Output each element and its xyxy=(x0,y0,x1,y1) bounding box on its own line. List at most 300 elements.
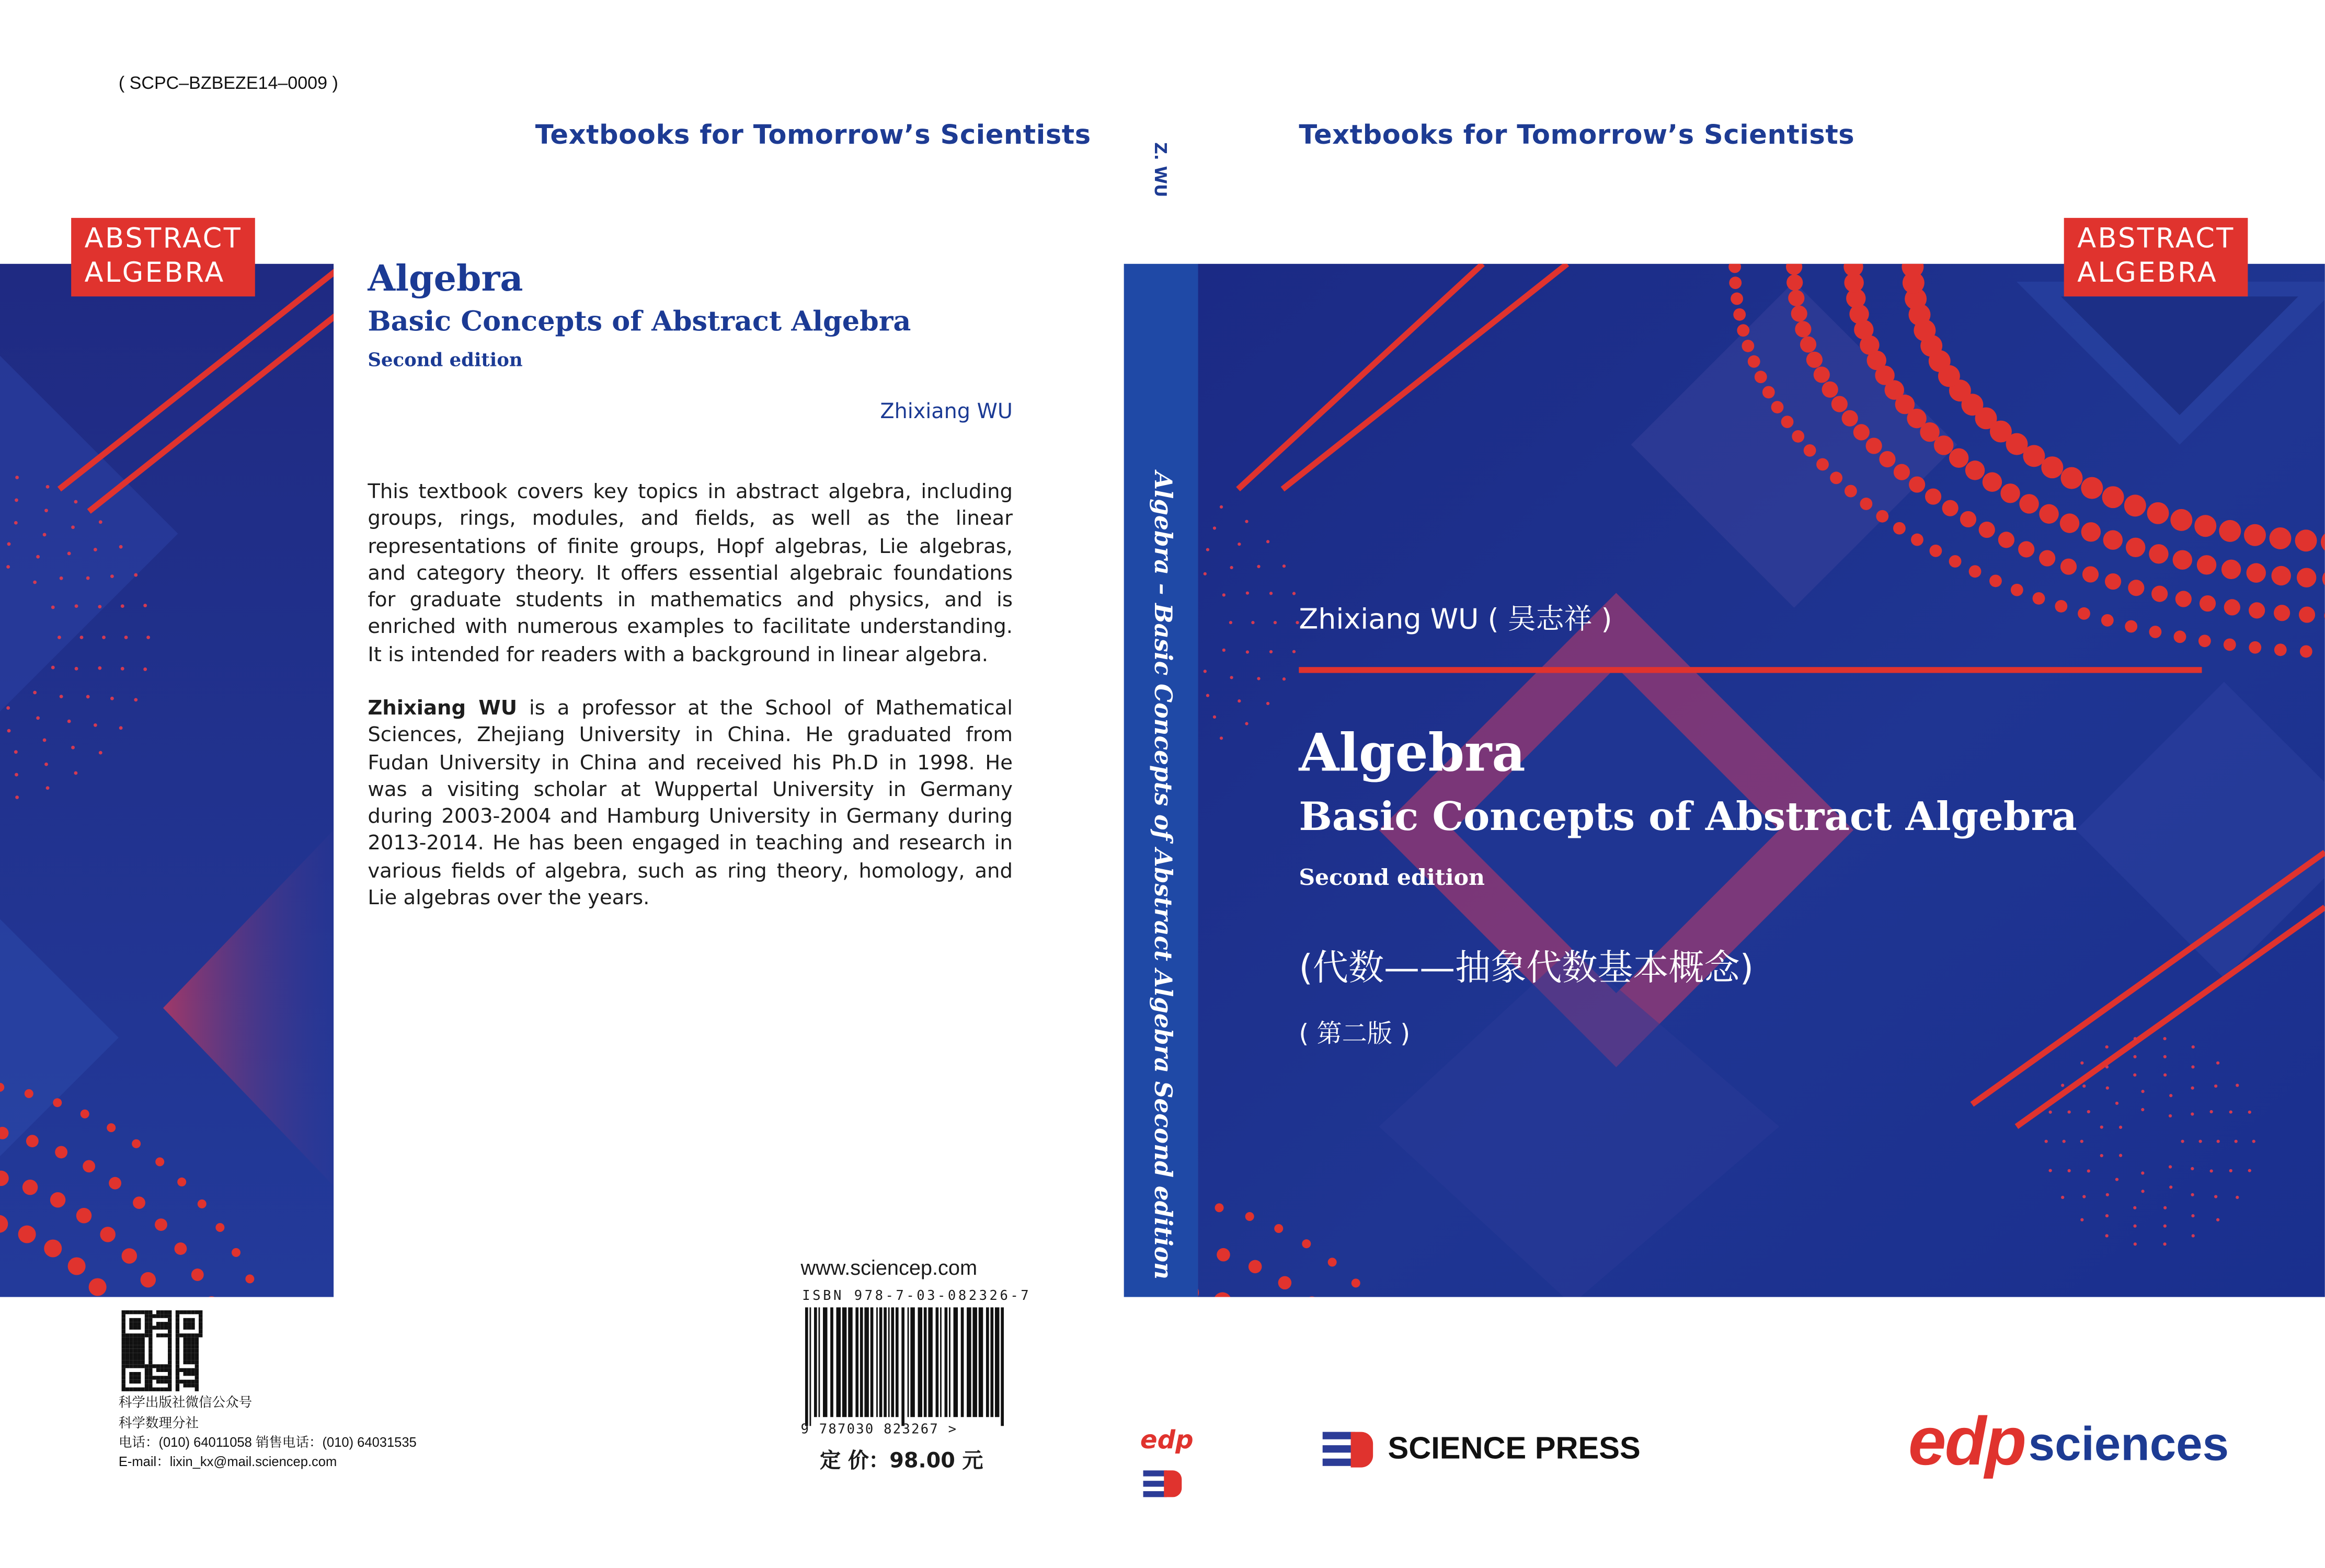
decorative-ring-dot xyxy=(143,604,147,607)
qr-module xyxy=(168,1330,171,1333)
decorative-ring-dot xyxy=(110,697,114,700)
decorative-ring-dot xyxy=(2169,1094,2172,1097)
decorative-ring-dot xyxy=(1204,572,1207,575)
barcode-digits: 9 787030 823267 > xyxy=(800,1423,958,1438)
decorative-dot xyxy=(1788,290,1804,306)
decorative-ring-dot xyxy=(2209,1169,2213,1172)
qr-module xyxy=(156,1380,160,1383)
decorative-ring-dot xyxy=(2163,1242,2166,1246)
decorative-ring-dot xyxy=(44,763,48,766)
qr-module xyxy=(122,1314,125,1318)
qr-module xyxy=(141,1333,144,1337)
barcode-bar xyxy=(1001,1307,1004,1426)
decorative-ring-dot xyxy=(1064,690,1068,693)
qr-module xyxy=(176,1314,179,1318)
qr-module xyxy=(191,1318,194,1322)
decorative-dot xyxy=(1278,1276,1292,1290)
qr-module xyxy=(145,1368,148,1372)
qr-module xyxy=(145,1364,148,1368)
decorative-dot xyxy=(1853,424,1870,440)
decorative-dot xyxy=(1816,458,1829,471)
front-author-rule xyxy=(1299,667,2202,673)
price: 定 价：98.00 元 xyxy=(820,1449,983,1473)
qr-module xyxy=(133,1345,137,1348)
edp-logo-mark: edp xyxy=(1908,1402,2025,1480)
qr-module xyxy=(129,1380,133,1383)
decorative-ring-dot xyxy=(1083,529,1086,533)
qr-module xyxy=(191,1345,194,1348)
decorative-ring-dot xyxy=(1101,664,1104,667)
qr-module xyxy=(125,1338,129,1341)
decorative-dot xyxy=(132,1139,141,1148)
qr-module xyxy=(153,1326,156,1330)
decorative-ring-dot xyxy=(15,476,19,479)
barcode-bar xyxy=(967,1307,971,1417)
decorative-dot xyxy=(2000,483,2020,503)
qr-module xyxy=(129,1372,133,1376)
qr-module xyxy=(133,1338,137,1341)
decorative-ring-dot xyxy=(86,577,90,580)
decorative-dot xyxy=(22,1180,38,1195)
barcode-bar xyxy=(884,1307,887,1417)
decorative-dot xyxy=(277,1419,286,1427)
qr-module xyxy=(195,1338,199,1341)
decorative-ring-dot xyxy=(1066,621,1069,624)
decorative-ring-dot xyxy=(1206,694,1209,697)
barcode-bar xyxy=(961,1307,964,1417)
qr-module xyxy=(137,1380,141,1383)
qr-module xyxy=(195,1349,199,1353)
decorative-dot xyxy=(1845,485,1857,498)
qr-module xyxy=(179,1368,183,1372)
spine-title: Algebra – Basic Concepts of Abstract Algebra Second edition xyxy=(1149,471,1177,1279)
decorative-ring-dot xyxy=(2141,1108,2144,1111)
back-subtitle: Basic Concepts of Abstract Algebra xyxy=(368,307,911,338)
qr-module xyxy=(133,1361,137,1364)
qr-module xyxy=(148,1361,152,1364)
barcode-bar xyxy=(848,1307,853,1417)
decorative-dot xyxy=(1249,1260,1262,1274)
qr-module xyxy=(164,1333,168,1337)
qr-module xyxy=(156,1368,160,1372)
barcode-bar xyxy=(879,1307,883,1417)
decorative-ring-dot xyxy=(1083,712,1086,716)
decorative-ring-dot xyxy=(2133,1225,2136,1228)
decorative-dot xyxy=(1831,396,1848,412)
decorative-dot xyxy=(2011,584,2023,596)
decorative-ring-dot xyxy=(2045,1140,2048,1143)
qr-module xyxy=(141,1349,144,1353)
decorative-ring-dot xyxy=(60,577,63,580)
decorative-ring-dot xyxy=(1206,548,1209,551)
qr-module xyxy=(133,1333,137,1337)
decorative-dot xyxy=(1274,1224,1283,1233)
science-press-wordmark: SCIENCE PRESS xyxy=(1388,1432,1641,1466)
decorative-ring-dot xyxy=(1107,730,1110,733)
qr-module xyxy=(129,1364,133,1368)
decorative-dot xyxy=(1894,464,1910,480)
decorative-dot xyxy=(2247,563,2266,582)
qr-module xyxy=(176,1338,179,1341)
qr-module xyxy=(176,1330,179,1333)
barcode-bar xyxy=(995,1307,1000,1417)
decorative-dot xyxy=(50,1192,65,1207)
decorative-dot xyxy=(198,1200,207,1208)
decorative-ring-dot xyxy=(2061,1196,2064,1199)
decorative-dot xyxy=(2060,559,2077,575)
decorative-dot xyxy=(1302,1239,1311,1248)
decorative-dot xyxy=(1728,261,1741,273)
decorative-ring-dot xyxy=(121,667,124,671)
decorative-dot xyxy=(1830,471,1842,484)
qr-module xyxy=(148,1322,152,1325)
decorative-dot xyxy=(2244,524,2266,546)
qr-module xyxy=(195,1368,199,1372)
decorative-ring-dot xyxy=(2216,1062,2219,1065)
qr-module xyxy=(168,1326,171,1330)
series-title-front: Textbooks for Tomorrow’s Scientists xyxy=(1299,120,1855,152)
qr-module xyxy=(184,1372,187,1376)
qr-module xyxy=(195,1361,199,1364)
decorative-dot xyxy=(2274,605,2290,621)
decorative-dot xyxy=(2224,599,2240,615)
qr-module xyxy=(156,1322,160,1325)
barcode-bar xyxy=(908,1307,909,1417)
qr-module xyxy=(137,1387,141,1391)
decorative-dot xyxy=(1213,1292,1231,1310)
qr-module xyxy=(184,1383,187,1387)
decorative-ring-dot xyxy=(110,574,114,578)
decorative-dot xyxy=(1814,366,1830,383)
qr-module xyxy=(184,1380,187,1383)
decorative-dot xyxy=(2299,606,2315,622)
qr-module xyxy=(141,1345,144,1348)
qr-module xyxy=(184,1353,187,1356)
decorative-ring-dot xyxy=(1112,635,1115,638)
qr-module xyxy=(145,1380,148,1383)
decorative-dot xyxy=(276,1389,285,1398)
qr-module xyxy=(141,1353,144,1356)
barcode-bar xyxy=(823,1307,828,1417)
decorative-dot xyxy=(1786,259,1802,275)
front-author: Zhixiang WU ( 吴志祥 ) xyxy=(1299,603,1612,636)
decorative-ring-dot xyxy=(143,667,147,671)
decorative-ring-dot xyxy=(2181,1140,2184,1143)
qr-module xyxy=(122,1364,125,1368)
qr-module xyxy=(168,1372,171,1376)
decorative-ring-dot xyxy=(2248,1169,2251,1172)
decorative-ring-dot xyxy=(2163,1037,2166,1040)
qr-module xyxy=(160,1326,164,1330)
qr-module xyxy=(176,1380,179,1383)
qr-module xyxy=(184,1361,187,1364)
decorative-ring-dot xyxy=(1246,592,1249,595)
qr-module xyxy=(148,1314,152,1318)
decorative-ring-dot xyxy=(1107,512,1110,515)
edp-logo-word: sciences xyxy=(2028,1417,2229,1471)
qr-module xyxy=(164,1314,168,1318)
decorative-ring-dot xyxy=(7,542,11,546)
decorative-ring-dot xyxy=(2061,1083,2064,1087)
qr-module xyxy=(176,1345,179,1348)
decorative-ring-dot xyxy=(43,739,47,742)
qr-module xyxy=(168,1349,171,1353)
decorative-dot xyxy=(1781,416,1794,428)
qr-module xyxy=(191,1372,194,1376)
decorative-ring-dot xyxy=(1292,650,1296,653)
decorative-dot xyxy=(1893,522,1906,535)
decorative-dot xyxy=(1329,1320,1343,1334)
decorative-ring-dot xyxy=(71,525,75,529)
decorative-dot xyxy=(2125,620,2137,633)
decorative-dot xyxy=(1949,448,1968,468)
qr-module xyxy=(129,1310,133,1314)
barcode-bar xyxy=(940,1307,942,1417)
decorative-ring-dot xyxy=(2100,1154,2103,1157)
decorative-ring-dot xyxy=(1238,699,1241,702)
decorative-ring-dot xyxy=(2141,1090,2144,1093)
decorative-ring-dot xyxy=(2105,1045,2109,1048)
decorative-ring-dot xyxy=(2192,1045,2195,1048)
decorative-dot xyxy=(2274,643,2287,656)
qr-module xyxy=(122,1387,125,1391)
decorative-ring-dot xyxy=(2082,1085,2086,1088)
qr-module xyxy=(122,1372,125,1376)
qr-module xyxy=(145,1310,148,1314)
qr-module xyxy=(156,1364,160,1368)
qr-module xyxy=(122,1361,125,1364)
decorative-ring-dot xyxy=(2235,1140,2238,1143)
qr-module xyxy=(129,1318,133,1322)
decorative-ring-dot xyxy=(124,636,128,639)
qr-module xyxy=(187,1326,191,1330)
barcode-bar xyxy=(979,1307,983,1417)
decorative-dot xyxy=(257,1302,266,1311)
qr-module xyxy=(122,1383,125,1387)
decorative-dot xyxy=(2019,494,2038,513)
decorative-dot xyxy=(2200,595,2216,612)
qr-module xyxy=(148,1387,152,1391)
qr-module xyxy=(195,1364,199,1368)
decorative-dot xyxy=(231,1417,244,1429)
decorative-ring-dot xyxy=(2087,1169,2090,1172)
qr-module xyxy=(187,1380,191,1383)
qr-module xyxy=(145,1383,148,1387)
qr-module xyxy=(122,1333,125,1337)
decorative-ring-dot xyxy=(2119,1126,2122,1129)
decorative-ring-dot xyxy=(2229,1110,2232,1113)
decorative-ring-dot xyxy=(15,498,18,502)
barcode-bar xyxy=(842,1307,847,1417)
decorative-ring-dot xyxy=(2163,1055,2167,1058)
qr-module xyxy=(195,1310,199,1314)
qr-module xyxy=(137,1341,141,1345)
decorative-dot xyxy=(2081,477,2103,499)
decorative-dot xyxy=(2194,515,2216,537)
qr-module xyxy=(125,1361,129,1364)
decorative-ring-dot xyxy=(2106,1193,2109,1196)
qr-module xyxy=(179,1333,183,1337)
qr-module xyxy=(145,1387,148,1391)
decorative-dot xyxy=(1737,324,1749,337)
decorative-ring-dot xyxy=(2192,1234,2195,1237)
decorative-dot xyxy=(1925,488,1941,504)
badge-line-1: ABSTRACT xyxy=(84,224,243,255)
decorative-dot xyxy=(1792,430,1804,443)
decorative-dot xyxy=(1911,534,1923,546)
barcode-bar xyxy=(896,1307,899,1417)
decorative-ring-dot xyxy=(43,533,47,537)
qr-module xyxy=(195,1372,199,1376)
decorative-dot xyxy=(2300,645,2312,658)
qr-module xyxy=(179,1310,183,1314)
qr-module xyxy=(191,1310,194,1314)
qr-module xyxy=(168,1314,171,1318)
back-edition: Second edition xyxy=(368,348,523,371)
qr-module xyxy=(125,1387,129,1391)
decorative-dot xyxy=(133,1196,145,1209)
decorative-ring-dot xyxy=(1269,650,1273,653)
decorative-dot xyxy=(2101,614,2114,627)
qr-module xyxy=(184,1345,187,1348)
decorative-dot xyxy=(1771,401,1784,413)
decorative-dot xyxy=(1217,1248,1230,1262)
catalog-code: ( SCPC–BZBEZE14–0009 ) xyxy=(118,72,338,94)
decorative-dot xyxy=(2078,607,2090,620)
barcode-bar xyxy=(855,1307,858,1417)
spine-science-press-icon xyxy=(1143,1470,1182,1497)
qr-module xyxy=(129,1338,133,1341)
qr-module xyxy=(187,1361,191,1364)
barcode-bar xyxy=(928,1307,933,1417)
spine-author: Z. WU xyxy=(1150,142,1170,198)
decorative-ring-dot xyxy=(2082,1195,2086,1198)
qr-module xyxy=(137,1364,141,1368)
qr-module xyxy=(148,1330,152,1333)
decorative-ring-dot xyxy=(1101,578,1104,581)
qr-module xyxy=(122,1368,125,1372)
decorative-dot xyxy=(81,1110,89,1119)
qr-module xyxy=(148,1345,152,1348)
qr-module xyxy=(125,1349,129,1353)
qr-module xyxy=(148,1357,152,1361)
decorative-ring-dot xyxy=(1070,650,1073,653)
decorative-ring-dot xyxy=(2191,1167,2194,1170)
decorative-ring-dot xyxy=(1222,593,1226,596)
qr-module xyxy=(184,1368,187,1372)
qr-module xyxy=(187,1341,191,1345)
qr-module xyxy=(122,1326,125,1330)
qr-module xyxy=(176,1341,179,1345)
decorative-dot xyxy=(25,1089,33,1098)
publisher-website[interactable]: www.sciencep.com xyxy=(800,1255,978,1279)
contact-email[interactable]: E-mail：lixin_kx@mail.sciencep.com xyxy=(118,1454,337,1469)
qr-module xyxy=(122,1357,125,1361)
qr-module xyxy=(184,1318,187,1322)
qr-module xyxy=(153,1314,156,1318)
decorative-dot xyxy=(2170,509,2192,531)
qr-module xyxy=(168,1338,171,1341)
qr-module xyxy=(176,1368,179,1372)
decorative-dot xyxy=(2124,494,2146,516)
qr-module xyxy=(187,1357,191,1361)
decorative-dot xyxy=(1731,293,1743,305)
bio-text: is a professor at the School of Mathematical Sciences, Zhejiang University in China. He graduated from Fudan University in China and received his Ph.D in 1998. He was a visiting scholar at Wuppertal University in Germany during 2003-2004 and Hamburg University in Germany during 2013-2014. He has been engaged in teaching and research in various fields of algebra, such as ring theory, homology, and Lie algebras over the years. xyxy=(368,696,1013,910)
qr-module xyxy=(184,1341,187,1345)
decorative-dot xyxy=(1804,444,1816,457)
decorative-ring-dot xyxy=(2119,1154,2122,1157)
decorative-ring-dot xyxy=(33,581,37,584)
decorative-dot xyxy=(18,1226,36,1243)
qr-module xyxy=(176,1372,179,1376)
barcode-bar xyxy=(910,1307,915,1417)
decorative-dot xyxy=(2102,486,2124,508)
decorative-dot xyxy=(1949,555,1962,568)
qr-code xyxy=(122,1310,203,1391)
subject-badge-back xyxy=(71,218,256,296)
qr-module xyxy=(125,1333,129,1337)
decorative-dot xyxy=(2018,541,2034,557)
decorative-ring-dot xyxy=(36,555,40,559)
decorative-ring-dot xyxy=(46,786,50,790)
decorative-ring-dot xyxy=(80,636,84,639)
decorative-dot xyxy=(2039,504,2058,524)
decorative-ring-dot xyxy=(2248,1111,2251,1114)
barcode-bar xyxy=(990,1307,993,1417)
qr-module xyxy=(184,1333,187,1337)
decorative-ring-dot xyxy=(2214,1195,2217,1198)
decorative-ring-dot xyxy=(1245,722,1248,725)
qr-module xyxy=(133,1326,137,1330)
decorative-ring-dot xyxy=(2191,1193,2194,1196)
decorative-dot xyxy=(44,1239,62,1257)
decorative-ring-dot xyxy=(2063,1140,2066,1143)
decorative-ring-dot xyxy=(1082,677,1085,680)
qr-module xyxy=(133,1376,137,1379)
decorative-ring-dot xyxy=(2191,1112,2194,1115)
decorative-ring-dot xyxy=(1120,686,1124,689)
decorative-ring-dot xyxy=(7,729,11,733)
qr-module xyxy=(164,1326,168,1330)
qr-module xyxy=(129,1326,133,1330)
qr-module xyxy=(191,1357,194,1361)
qr-module xyxy=(176,1357,179,1361)
qr-module xyxy=(148,1368,152,1372)
science-press-icon xyxy=(1323,1432,1376,1468)
qr-module xyxy=(133,1318,137,1322)
qr-module xyxy=(156,1387,160,1391)
qr-module xyxy=(195,1333,199,1337)
decorative-dot xyxy=(1929,545,1942,557)
qr-module xyxy=(184,1349,187,1353)
decorative-ring-dot xyxy=(1102,543,1105,546)
qr-module xyxy=(122,1322,125,1325)
decorative-dot xyxy=(2126,538,2145,557)
decorative-dot xyxy=(55,1146,67,1159)
decorative-ring-dot xyxy=(1292,592,1296,595)
decorative-ring-dot xyxy=(1082,565,1085,568)
decorative-dot xyxy=(2295,529,2317,551)
qr-module xyxy=(129,1376,133,1379)
decorative-dot xyxy=(224,1355,237,1368)
qr-module xyxy=(137,1353,141,1356)
qr-module xyxy=(195,1341,199,1345)
decorative-dot xyxy=(2249,641,2261,654)
decorative-ring-dot xyxy=(2115,1102,2118,1105)
qr-module xyxy=(191,1338,194,1341)
contact-phone: 电话：(010) 64011058 销售电话：(010) 64031535 xyxy=(118,1435,417,1450)
qr-module xyxy=(195,1345,199,1348)
